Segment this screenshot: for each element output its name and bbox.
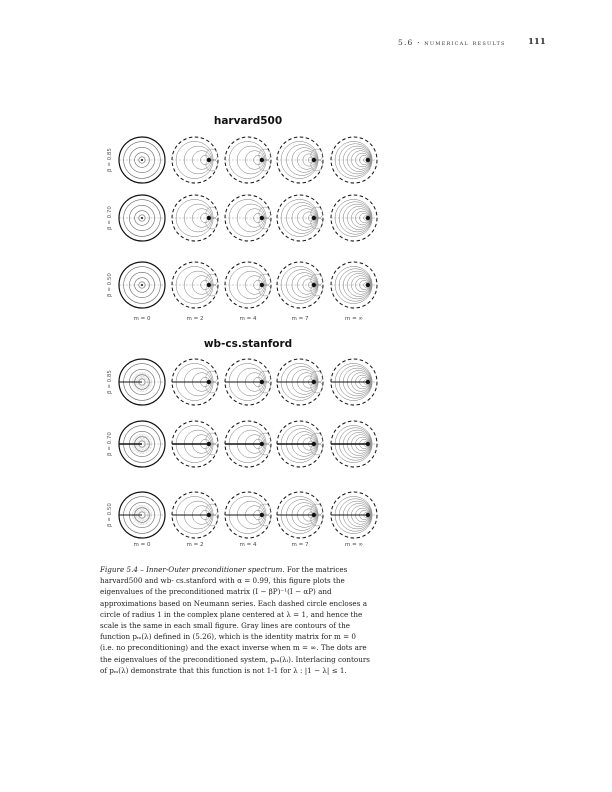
- column-label-m: m = 0: [133, 316, 151, 322]
- page-number: 111: [528, 37, 546, 47]
- figure-caption: [100, 564, 372, 676]
- column-label-m: m = 7: [291, 542, 309, 548]
- column-label-m: m = 2: [186, 542, 204, 548]
- caption-label: Figure 5.4 – Inner-Outer preconditioner spectrum.: [100, 565, 285, 574]
- column-label-m: m = 7: [291, 316, 309, 322]
- caption-line-0: For the matrices harvard500 and wb-: [100, 565, 348, 586]
- column-label-m: m = ∞: [344, 316, 364, 322]
- column-label-m: m = 4: [239, 542, 257, 548]
- panel-title-wb-cs-stanford: wb-cs.stanford: [203, 338, 293, 350]
- row-label-beta: β = 0.50: [107, 503, 113, 527]
- caption-line-7: demonstrate that this function is not 1-1 for λ : |1 − λ| ≤ 1.: [130, 665, 347, 675]
- column-label-m: m = 0: [133, 542, 151, 548]
- caption-line-5: identity matrix for m = 0 (i.e. no preconditioning) and the exact inverse when m = ∞. The: [100, 632, 356, 653]
- column-label-m: m = ∞: [344, 542, 364, 548]
- caption-line-4: each small figure. Gray lines are contours of the function pₘ(λ) defined in (5.26), which is the: [100, 621, 350, 642]
- running-head: 5.6 · numerical results: [398, 38, 506, 47]
- column-label-m: m = 2: [186, 316, 204, 322]
- row-label-beta: β = 0.70: [107, 206, 113, 230]
- row-label-beta: β = 0.70: [107, 432, 113, 456]
- column-label-m: m = 4: [239, 316, 257, 322]
- row-label-beta: β = 0.50: [107, 273, 113, 297]
- row-label-beta: β = 0.85: [107, 148, 113, 172]
- caption-line-3: a circle of radius 1 in the complex plane centered at λ = 1, and hence the scale is the same in: [100, 598, 367, 631]
- panel-title-harvard500: harvard500: [213, 115, 283, 127]
- caption-line-6: dots are the eigenvalues of the preconditioned system, pₘ(λᵢ). Interlacing contours of pₘ(λ): [100, 643, 370, 675]
- row-label-beta: β = 0.85: [107, 370, 113, 394]
- caption-line-2: (I − βP)⁻¹(I − αP) and approximations based on Neumann series. Each dashed circle encloses: [100, 587, 361, 608]
- caption-line-1: cs.stanford with α = 0.99, this figure plots the eigenvalues of the preconditioned matrix: [100, 576, 345, 597]
